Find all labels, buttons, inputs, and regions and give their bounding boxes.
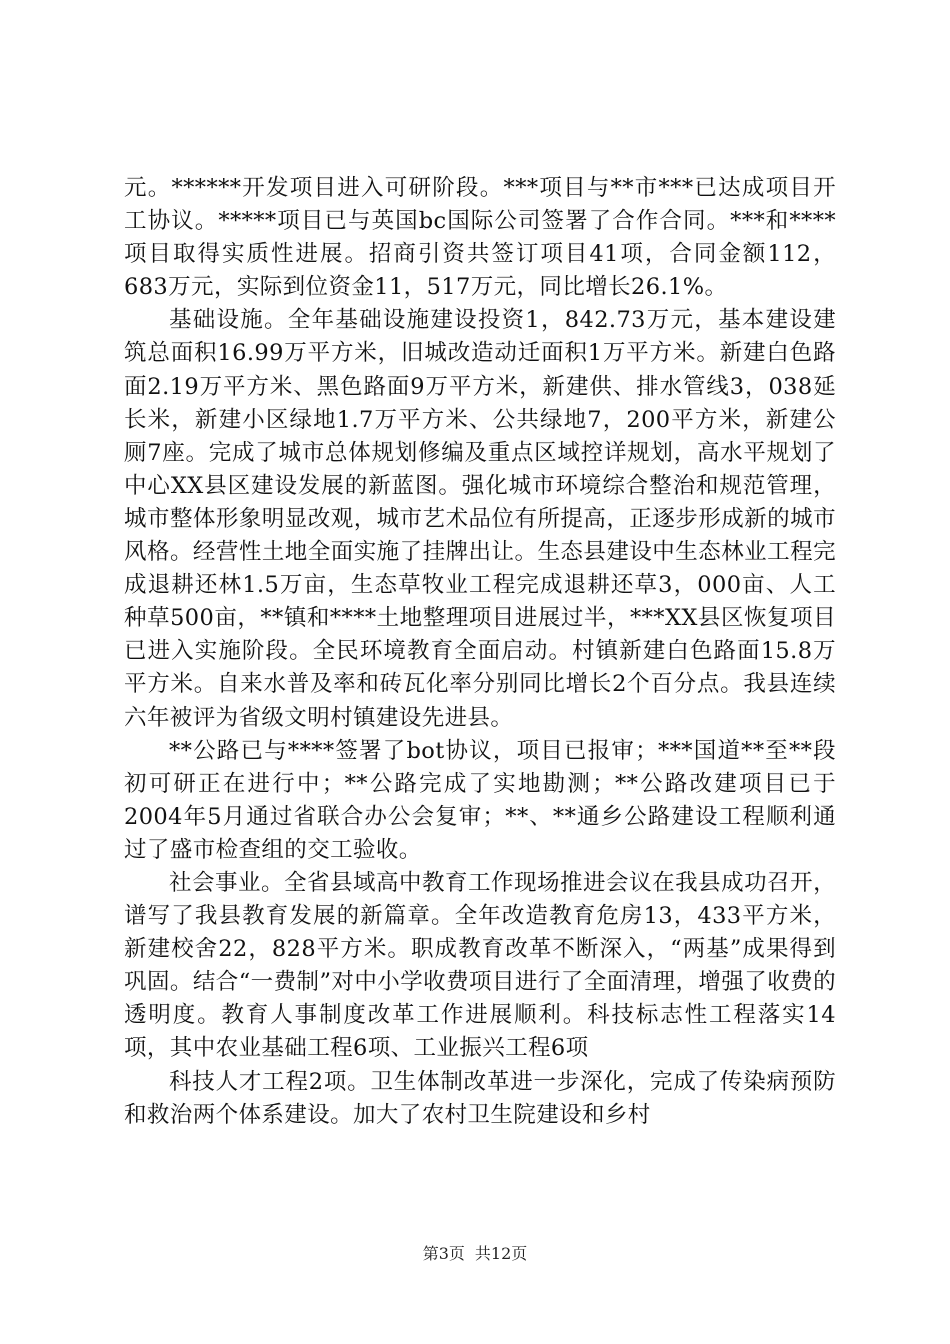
paragraph-technology-talent: 科技人才工程2项。卫生体制改革进一步深化，完成了传染病预防和救治两个体系建设。加大了农村卫生院建设和乡村 bbox=[124, 1068, 836, 1128]
document-body bbox=[124, 172, 836, 1132]
page-number-total: 共12页 bbox=[474, 1244, 528, 1263]
paragraph-investment: 元。******开发项目进入可研阶段。***项目与**市***已达成项目开工协议。*****项目已与英国bc国际公司签署了合作合同。***和****项目取得实质性进展。招商引资共签订项目41项，合同金额112，683万元，实际到位资金11，517万元，同比增长26.1%。 bbox=[124, 175, 836, 301]
page-number-current: 第3页 bbox=[422, 1244, 465, 1263]
paragraph-highway: **公路已与****签署了bot协议，项目已报审；***国道**至**段初可研正在进行中；**公路完成了实地勘测；**公路改建项目已于2004年5月通过省联合办公会复审；**、**通乡公路建设工程顺利通过了盛市检查组的交工验收。 bbox=[124, 737, 836, 863]
paragraph-infrastructure: 基础设施。全年基础设施建设投资1，842.73万元，基本建设建筑总面积16.99万平方米，旧城改造动迁面积1万平方米。新建白色路面2.19万平方米、黑色路面9万平方米，新建供、排水管线3，038延长米，新建小区绿地1.7万平方米、公共绿地7，200平方米，新建公厕7座。完成了城市总体规划修编及重点区域控详规划，高水平规划了中心XX县区建设发展的新蓝图。强化城市环境综合整治和规范管理，城市整体形象明显改观，城市艺术品位有所提高，正逐步形成新的城市风格。经营性土地全面实施了挂牌出让。生态县建设中生态林业工程完成退耕还林1.5万亩，生态草牧业工程完成退耕还草3，000亩、人工种草500亩，**镇和****土地整理项目进展过半，***XX县区恢复项目已进入实施阶段。全民环境教育全面启动。村镇新建白色路面15.8万平方米。自来水普及率和砖瓦化率分别同比增长2个百分点。我县连续六年被评为省级文明村镇建设先进县。 bbox=[124, 307, 836, 731]
paragraph-social-affairs: 社会事业。全省县域高中教育工作现场推进会议在我县成功召开，谱写了我县教育发展的新篇章。全年改造教育危房13，433平方米，新建校舍22，828平方米。职成教育改革不断深入，“两基”成果得到巩固。结合“一费制”对中小学收费项目进行了全面清理，增强了收费的透明度。教育人事制度改革工作进展顺利。科技标志性工程落实14项，其中农业基础工程6项、工业振兴工程6项 bbox=[124, 869, 836, 1062]
page-footer bbox=[0, 1244, 950, 1264]
